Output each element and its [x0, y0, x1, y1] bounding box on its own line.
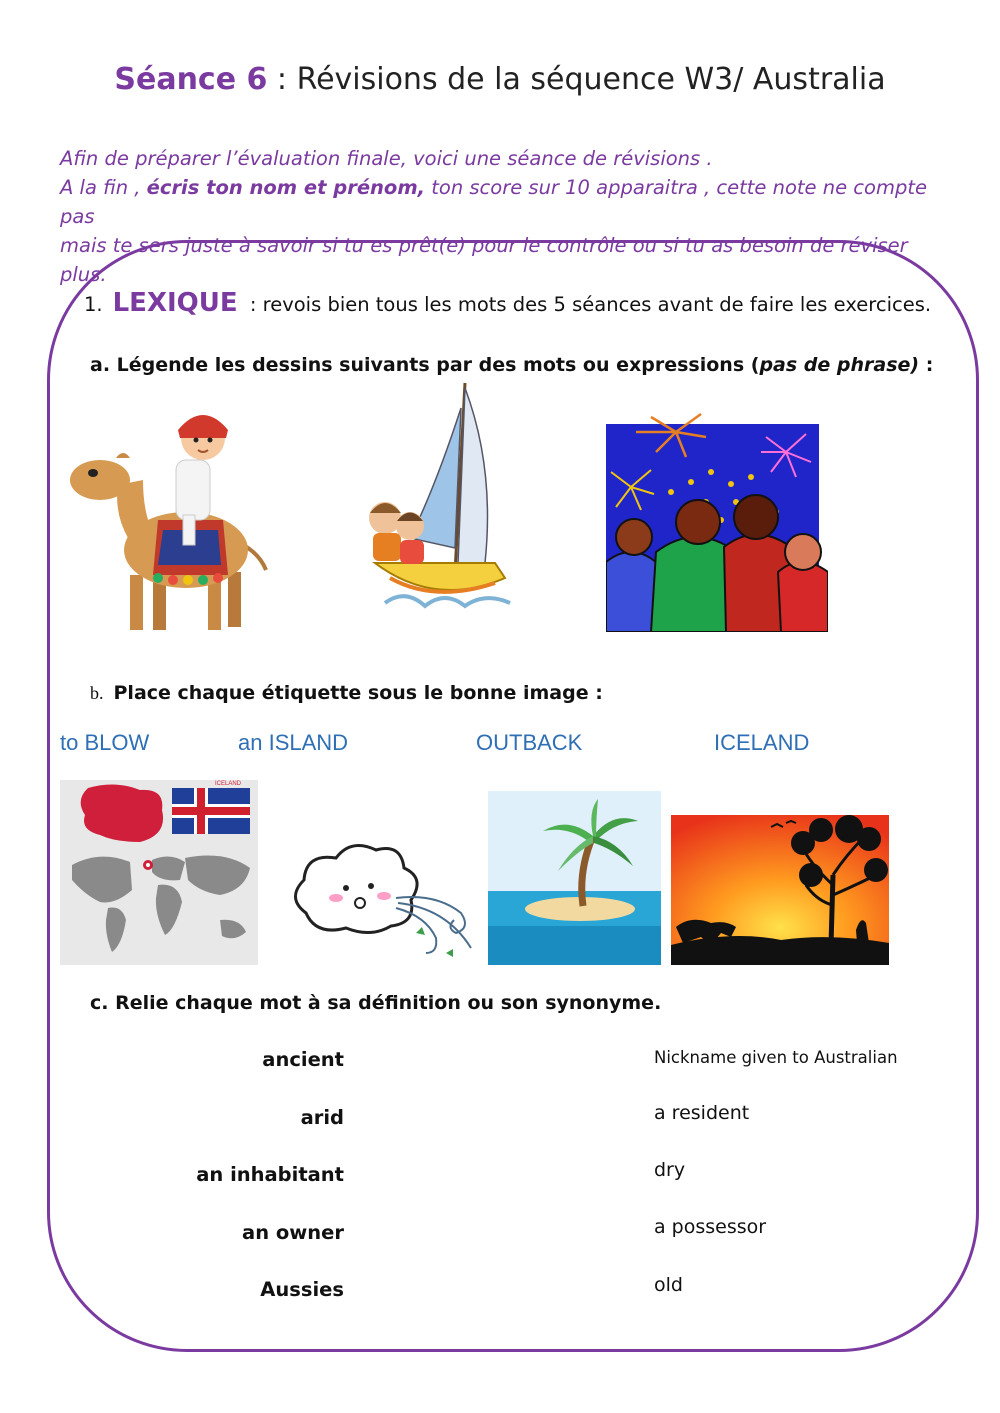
- sailboat-image: [355, 378, 520, 628]
- iceland-map-image: [60, 780, 258, 965]
- part-b-number: b.: [90, 683, 104, 703]
- fireworks-image: [606, 412, 828, 632]
- match-left-aussies[interactable]: Aussies: [260, 1278, 344, 1301]
- intro-line-1: Afin de préparer l’évaluation finale, voici une séance de révisions .: [60, 147, 713, 170]
- outback-sunset-image: [671, 815, 889, 965]
- intro-line-2-end: ton score sur 10 apparaitra , cette note ne compte pas: [60, 176, 927, 228]
- match-right-dry[interactable]: dry: [654, 1159, 686, 1181]
- section-title: LEXIQUE: [112, 288, 238, 318]
- camel-rider-image: [58, 400, 273, 635]
- section-number: 1.: [84, 293, 103, 316]
- part-a-start: a. Légende les dessins suivants par des mots ou expressions (: [90, 354, 760, 376]
- map-caption: ICELAND: [214, 781, 242, 787]
- match-right-resident[interactable]: a resident: [654, 1102, 750, 1124]
- tag-an-island[interactable]: an ISLAND: [238, 730, 349, 755]
- match-left-arid[interactable]: arid: [300, 1106, 344, 1129]
- intro-line-3: mais te sers juste à savoir si tu es prêt(e) pour le contrôle ou si tu as besoin de réviser plus.: [60, 234, 908, 286]
- title-session: Séance 6: [114, 62, 268, 97]
- match-right-old[interactable]: old: [654, 1274, 683, 1296]
- match-right-nickname[interactable]: Nickname given to Australian: [654, 1048, 898, 1067]
- intro-line-2-bold: écris ton nom et prénom,: [146, 176, 426, 199]
- match-left-ancient[interactable]: ancient: [262, 1048, 344, 1071]
- page-title: [0, 62, 1000, 97]
- tag-outback[interactable]: OUTBACK: [476, 730, 583, 755]
- part-b-heading: [90, 682, 603, 704]
- title-rest: : Révisions de la séquence W3/ Australia: [267, 62, 886, 97]
- match-left-inhabitant[interactable]: an inhabitant: [196, 1163, 344, 1186]
- part-a-heading: [90, 354, 933, 376]
- tag-to-blow[interactable]: to BLOW: [60, 730, 150, 755]
- match-right-possessor[interactable]: a possessor: [654, 1216, 767, 1238]
- part-b-text: Place chaque étiquette sous le bonne image :: [113, 682, 603, 704]
- part-a-italic: pas de phrase): [759, 354, 920, 376]
- blowing-cloud-image: [286, 838, 476, 966]
- island-image: [488, 791, 661, 965]
- intro-line-2-start: A la fin ,: [60, 176, 147, 199]
- section-lexique: [84, 288, 931, 318]
- section-text: : revois bien tous les mots des 5 séances avant de faire les exercices.: [243, 293, 932, 316]
- match-left-owner[interactable]: an owner: [242, 1221, 344, 1244]
- part-a-end: :: [919, 354, 934, 376]
- intro-line-2: [60, 173, 960, 231]
- part-c-heading: c. Relie chaque mot à sa définition ou son synonyme.: [90, 992, 662, 1014]
- tag-iceland[interactable]: ICELAND: [714, 730, 810, 755]
